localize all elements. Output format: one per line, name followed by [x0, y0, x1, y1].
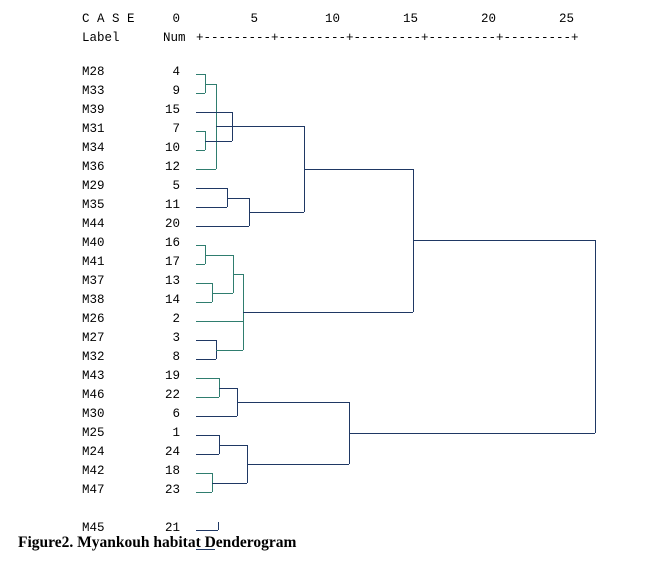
- dendrogram-link: [212, 483, 248, 484]
- dendrogram-link: [196, 131, 205, 132]
- dendrogram-link: [196, 283, 212, 284]
- dendrogram-link: [196, 530, 218, 531]
- dendrogram-link: [196, 112, 232, 113]
- case-label: M32: [82, 350, 105, 364]
- case-label: M47: [82, 483, 105, 497]
- case-label: M45: [82, 521, 105, 535]
- case-num: 19: [164, 369, 180, 383]
- case-num: 6: [172, 407, 180, 421]
- case-num: 1: [172, 426, 180, 440]
- dendrogram-link: [216, 350, 243, 351]
- dendrogram-link: [595, 240, 596, 432]
- dendrogram-link: [349, 433, 595, 434]
- dendrogram-link: [196, 74, 205, 75]
- case-label: M33: [82, 84, 105, 98]
- case-label: M46: [82, 388, 105, 402]
- case-num: 15: [164, 103, 180, 117]
- case-num: 17: [164, 255, 180, 269]
- axis-tick-25: 25: [559, 12, 575, 26]
- dendrogram-link: [196, 492, 212, 493]
- case-label: M41: [82, 255, 105, 269]
- axis-tick-15: 15: [403, 12, 419, 26]
- dendrogram-link: [196, 321, 243, 322]
- case-num: 23: [164, 483, 180, 497]
- dendrogram-link: [196, 207, 227, 208]
- dendrogram-link: [196, 150, 205, 151]
- case-label: M38: [82, 293, 105, 307]
- case-label: M28: [82, 65, 105, 79]
- dendrogram-link: [196, 245, 205, 246]
- dendrogram-link: [205, 84, 216, 85]
- case-num: 9: [172, 84, 180, 98]
- header-num-word: Num: [163, 31, 186, 45]
- dendrogram-link: [196, 416, 237, 417]
- dendrogram-link: [196, 264, 205, 265]
- case-label: M37: [82, 274, 105, 288]
- case-label: M36: [82, 160, 105, 174]
- dendrogram-link: [196, 454, 219, 455]
- header-case-word: C A S E: [82, 12, 135, 26]
- dendrogram-link: [196, 359, 216, 360]
- case-label: M44: [82, 217, 105, 231]
- figure-caption: Figure2. Myankouh habitat Denderogram: [18, 534, 297, 551]
- case-num: 16: [164, 236, 180, 250]
- case-num: 4: [172, 65, 180, 79]
- dendrogram-link: [196, 397, 219, 398]
- dendrogram-link: [243, 312, 413, 313]
- dendrogram-link: [237, 402, 349, 403]
- dendrogram-link: [216, 126, 232, 127]
- case-label: M25: [82, 426, 105, 440]
- dendrogram-link: [227, 198, 249, 199]
- dendrogram-link: [232, 126, 304, 127]
- axis-ruler: +---------+---------+---------+---------+---------+: [196, 31, 579, 45]
- case-label: M34: [82, 141, 105, 155]
- case-num: 3: [172, 331, 180, 345]
- case-num: 5: [172, 179, 180, 193]
- case-num: 21: [164, 521, 180, 535]
- dendrogram-link: [219, 388, 236, 389]
- dendrogram-link: [205, 255, 233, 256]
- case-label: M31: [82, 122, 105, 136]
- case-label: M35: [82, 198, 105, 212]
- case-label: M42: [82, 464, 105, 478]
- case-num: 20: [164, 217, 180, 231]
- header-label-word: Label: [82, 31, 120, 45]
- case-label: M29: [82, 179, 105, 193]
- case-num: 22: [164, 388, 180, 402]
- case-label: M39: [82, 103, 105, 117]
- case-num: 18: [164, 464, 180, 478]
- case-num: 13: [164, 274, 180, 288]
- dendrogram-link: [247, 464, 348, 465]
- case-num: 10: [164, 141, 180, 155]
- case-label: M26: [82, 312, 105, 326]
- dendrogram-link: [196, 340, 216, 341]
- dendrogram-link: [196, 378, 219, 379]
- dendrogram-link: [196, 188, 227, 189]
- dendrogram-link: [196, 169, 216, 170]
- case-label: M43: [82, 369, 105, 383]
- dendrogram-link: [219, 445, 247, 446]
- dendrogram-link: [205, 141, 232, 142]
- case-num: 8: [172, 350, 180, 364]
- case-num: 2: [172, 312, 180, 326]
- axis-tick-20: 20: [481, 12, 497, 26]
- dendrogram-link: [196, 435, 219, 436]
- case-num: 12: [164, 160, 180, 174]
- case-num: 7: [172, 122, 180, 136]
- case-label: M27: [82, 331, 105, 345]
- dendrogram-link: [212, 293, 234, 294]
- dendrogram-link: [413, 240, 596, 241]
- dendrogram-link: [233, 274, 242, 275]
- dendrogram-link: [218, 522, 219, 530]
- axis-tick-0: 0: [172, 12, 181, 26]
- case-num: 14: [164, 293, 180, 307]
- dendrogram-link: [196, 473, 212, 474]
- case-num: 11: [164, 198, 180, 212]
- dendrogram-link: [304, 169, 413, 170]
- case-num: 24: [164, 445, 180, 459]
- axis-tick-5: 5: [250, 12, 259, 26]
- case-label: M30: [82, 407, 105, 421]
- dendrogram-link: [196, 226, 249, 227]
- dendrogram-link: [196, 302, 212, 303]
- dendrogram-link: [196, 93, 205, 94]
- dendrogram-link: [249, 212, 304, 213]
- case-label: M24: [82, 445, 105, 459]
- axis-tick-10: 10: [325, 12, 341, 26]
- case-label: M40: [82, 236, 105, 250]
